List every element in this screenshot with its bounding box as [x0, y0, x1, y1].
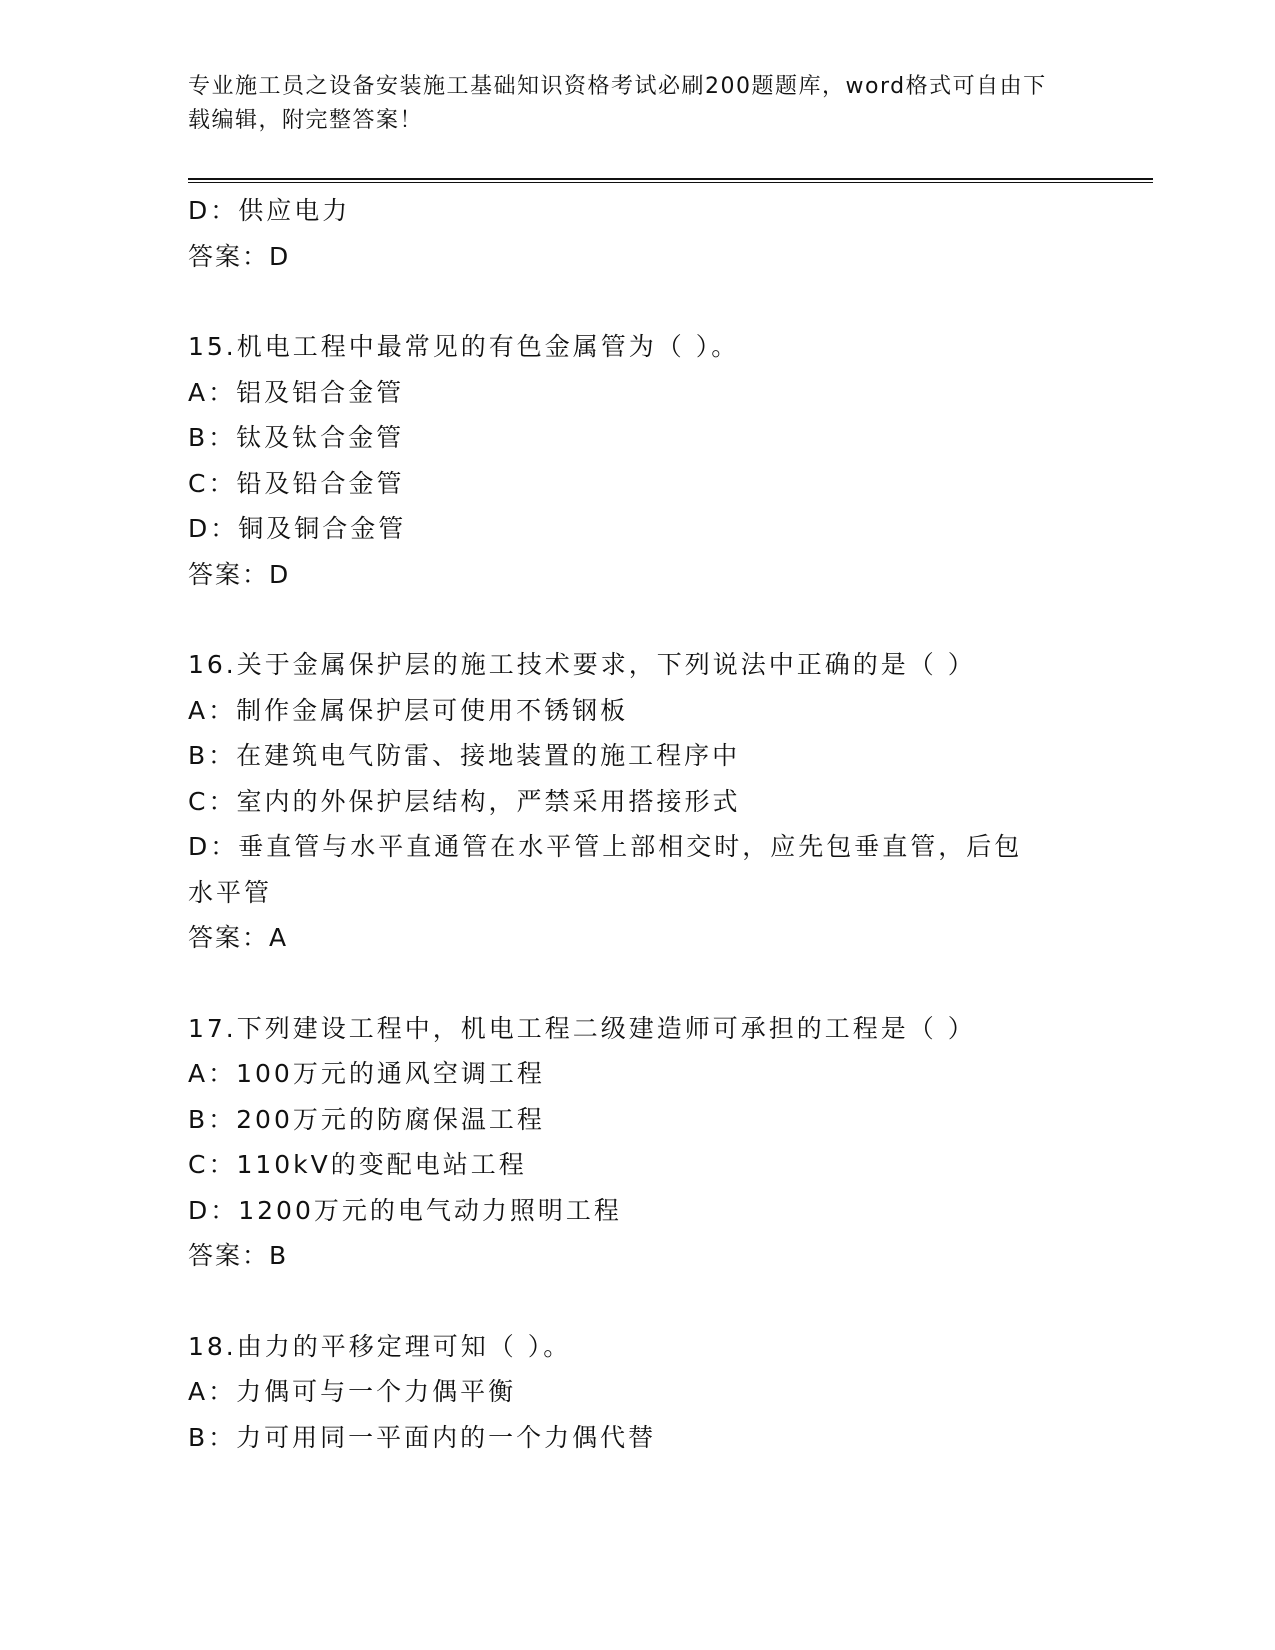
spacer [188, 597, 1088, 642]
question-content [188, 188, 1088, 1460]
question-16 [188, 642, 1088, 961]
answer-line: 答案：A [188, 923, 289, 952]
answer-line: 答案：D [188, 559, 291, 589]
option-a: A：100万元的通风空调工程 [188, 1059, 545, 1088]
spacer [188, 279, 1088, 324]
option-c: C：铅及铅合金管 [188, 468, 405, 498]
answer-line: 答案：D [188, 241, 291, 271]
option-d: D：1200万元的电气动力照明工程 [188, 1195, 622, 1225]
option-b: B：力可用同一平面内的一个力偶代替 [188, 1422, 657, 1452]
option-c: C：室内的外保护层结构，严禁采用搭接形式 [188, 786, 741, 816]
option-d: D：供应电力 [188, 196, 351, 225]
option-b: B：在建筑电气防雷、接地装置的施工程序中 [188, 741, 741, 770]
answer-line: 答案：B [188, 1241, 289, 1270]
question-stem: 18.由力的平移定理可知（ ）。 [188, 1331, 572, 1361]
header-divider-thick [188, 178, 1153, 180]
question-15 [188, 324, 1088, 597]
option-d: D：垂直管与水平直通管在水平管上部相交时，应先包垂直管，后包水平管 [188, 832, 1023, 907]
option-a: A：铝及铝合金管 [188, 377, 405, 407]
option-a: A：力偶可与一个力偶平衡 [188, 1377, 517, 1406]
option-b: B：200万元的防腐保温工程 [188, 1104, 545, 1134]
document-header: 专业施工员之设备安装施工基础知识资格考试必刷200题题库，word格式可自由下载编辑，附完整答案！ [188, 74, 1047, 133]
option-b: B：钛及钛合金管 [188, 423, 405, 452]
question-stem: 17.下列建设工程中，机电工程二级建造师可承担的工程是（ ） [188, 1013, 976, 1043]
header-divider-thin [188, 182, 1153, 183]
option-a: A：制作金属保护层可使用不锈钢板 [188, 695, 629, 725]
spacer [188, 961, 1088, 1006]
question-stem: 15.机电工程中最常见的有色金属管为（ ）。 [188, 332, 740, 361]
question-stem: 16.关于金属保护层的施工技术要求，下列说法中正确的是（ ） [188, 650, 976, 679]
option-c: C：110kV的变配电站工程 [188, 1150, 527, 1179]
spacer [188, 1279, 1088, 1324]
question-17 [188, 1006, 1088, 1279]
question-18 [188, 1324, 1088, 1461]
option-d: D：铜及铜合金管 [188, 514, 407, 543]
